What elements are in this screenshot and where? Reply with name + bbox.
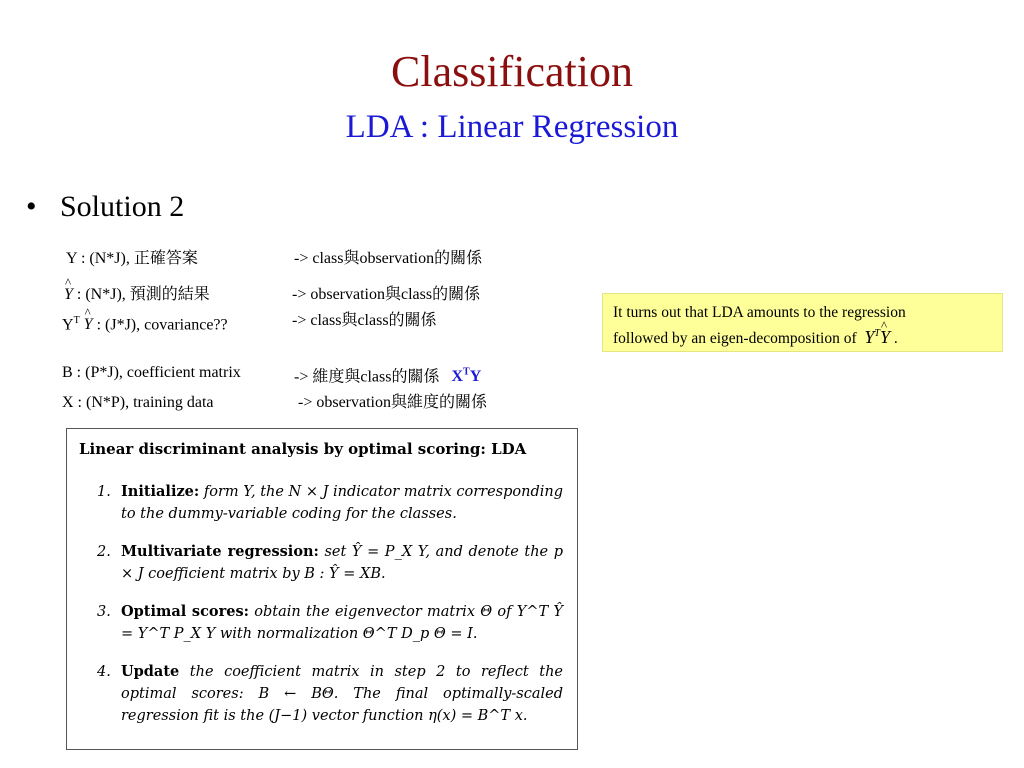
slide-title: Classification bbox=[391, 47, 633, 96]
bullet-dot-icon: • bbox=[26, 190, 37, 223]
xty-label: $X^TY$ bbox=[451, 367, 482, 386]
algorithm-step-2: 2. Multivariate regression: set Ŷ = P_X Y, and denote the p × J coefficient matrix by B : Ŷ = XB. bbox=[97, 543, 564, 582]
y-hat-symbol: ^ Y bbox=[64, 284, 73, 306]
slide-subtitle: LDA : Linear Regression bbox=[345, 109, 679, 145]
bullet-item bbox=[26, 188, 184, 226]
bullet-text: Solution 2 bbox=[60, 190, 185, 223]
highlight-note: It turns out that LDA amounts to the regression followed by an eigen-decomposition of $Y^T\^{}$ Y . bbox=[602, 293, 1003, 352]
algorithm-step-3: 3. Optimal scores: obtain the eigenvector matrix Θ of Y^T Ŷ = Y^T P_X Y with normalization Θ^T D_p Θ = I. bbox=[97, 603, 563, 642]
note-math: $Y^T\^{}$ Y bbox=[864, 327, 890, 347]
algorithm-heading: Linear discriminant analysis by optimal scoring: LDA bbox=[79, 440, 527, 458]
y-hat-symbol: ^ Y bbox=[84, 314, 93, 336]
algorithm-box bbox=[66, 428, 578, 750]
algorithm-step-1: 1. Initialize: form Y, the N × J indicator matrix corresponding to the dummy-variable coding for the classes. bbox=[97, 483, 564, 522]
algorithm-step-4: 4. Update the coefficient matrix in step 2 to reflect the optimal scores: B ← BΘ. The final optimally-scaled regression fit is the (J−1) vector function η(x) = B^T x. bbox=[97, 663, 563, 724]
